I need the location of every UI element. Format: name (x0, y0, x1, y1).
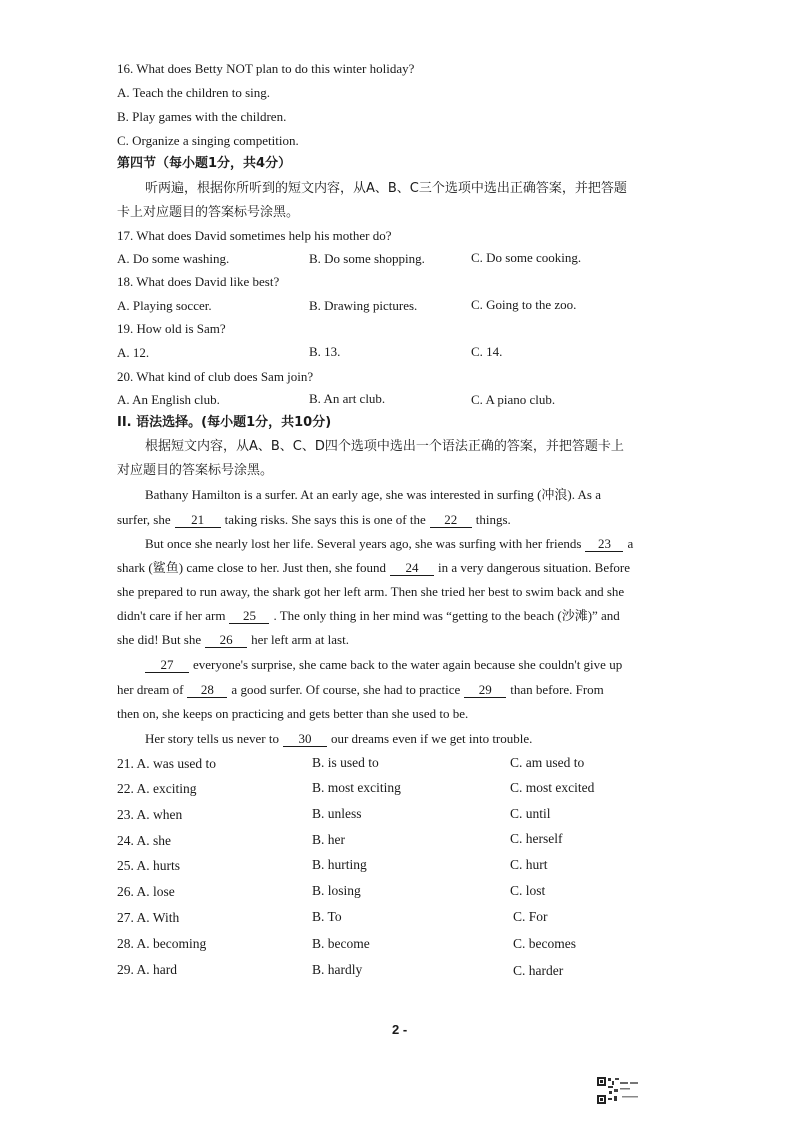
passage-text: things. (475, 512, 511, 527)
section4-title: 第四节（每小题1分，共4分） (117, 156, 292, 171)
blank-23: 23 (585, 537, 623, 552)
option-24-a: 24. A. she (117, 833, 171, 848)
q18-option-a: A. Playing soccer. (117, 298, 212, 313)
passage-text: in a very dangerous situation. Before (437, 560, 631, 575)
blank-27: 27 (145, 658, 189, 673)
q19-stem: 19. How old is Sam? (117, 321, 226, 336)
q16-option-c: C. Organize a singing competition. (117, 133, 299, 148)
option-22-a: 22. A. exciting (117, 781, 197, 796)
option-27-c: C. For (513, 909, 548, 924)
section4-instruction-line2: 卡上对应题目的答案标号涂黑。 (117, 205, 300, 220)
option-24-c: C. herself (510, 831, 563, 846)
option-21-c: C. am used to (510, 755, 585, 770)
passage-p1-line2 (117, 511, 511, 529)
q17-option-a: A. Do some washing. (117, 251, 230, 266)
q18-option-c: C. Going to the zoo. (471, 297, 577, 312)
q17-option-c: C. Do some cooking. (471, 250, 582, 265)
q16-stem: 16. What does Betty NOT plan to do this winter holiday? (117, 61, 415, 76)
option-22-c: C. most excited (510, 780, 595, 795)
q20-option-a: A. An English club. (117, 392, 220, 407)
option-29-b: B. hardly (312, 962, 363, 977)
option-25-b: B. hurting (312, 857, 367, 872)
passage-p3-line1 (141, 656, 622, 674)
passage-text: shark (鲨鱼) came close to her. Just then, she found (117, 560, 386, 575)
option-27-b: B. To (312, 909, 342, 924)
blank-24: 24 (390, 561, 434, 576)
passage-p2-line1 (145, 535, 633, 553)
passage-text: Her story tells us never to (145, 731, 279, 746)
passage-text: a good surfer. Of course, she had to practice (231, 682, 461, 697)
passage-text: a (627, 536, 634, 551)
passage-text: she did! But she (117, 632, 202, 647)
option-25-a: 25. A. hurts (117, 858, 181, 873)
blank-28: 28 (187, 683, 227, 698)
qr-code-icon (596, 1076, 642, 1106)
q20-option-b: B. An art club. (309, 391, 386, 406)
passage-p1-line1: Bathany Hamilton is a surfer. At an early age, she was interested in surfing (冲浪). As a (145, 487, 601, 502)
passage-text: than before. From (510, 682, 604, 697)
option-24-b: B. her (312, 832, 345, 847)
option-23-a: 23. A. when (117, 807, 183, 822)
grammar-instruction-line2: 对应题目的答案标号涂黑。 (117, 463, 274, 478)
q16-option-b: B. Play games with the children. (117, 109, 287, 124)
q19-option-a: A. 12. (117, 345, 150, 360)
blank-25: 25 (229, 609, 269, 624)
grammar-instruction-line1: 根据短文内容，从A、B、C、D四个选项中选出一个语法正确的答案，并把答题卡上 (145, 439, 624, 454)
option-26-c: C. lost (510, 883, 546, 898)
option-26-a: 26. A. lose (117, 884, 175, 899)
option-21-a: 21. A. was used to (117, 756, 216, 771)
q20-option-c: C. A piano club. (471, 392, 556, 407)
passage-text: taking risks. She says this is one of the (224, 512, 426, 527)
option-23-c: C. until (510, 806, 551, 821)
option-28-a: 28. A. becoming (117, 936, 207, 951)
q16-option-a: A. Teach the children to sing. (117, 85, 271, 100)
passage-text: surfer, she (117, 512, 171, 527)
grammar-section-title: II. 语法选择。(每小题1分，共10分) (117, 415, 332, 430)
option-22-b: B. most exciting (312, 780, 401, 795)
blank-22: 22 (430, 513, 472, 528)
passage-text: . The only thing in her mind was “getting to the beach (沙滩)” and (273, 608, 620, 623)
passage-text: our dreams even if we get into trouble. (330, 731, 533, 746)
passage-p2-line2 (117, 559, 630, 577)
q20-stem: 20. What kind of club does Sam join? (117, 369, 314, 384)
passage-text: But once she nearly lost her life. Several years ago, she was surfing with her friends (145, 536, 582, 551)
blank-30: 30 (283, 732, 327, 747)
option-26-b: B. losing (312, 883, 361, 898)
passage-p2-line3: she prepared to run away, the shark got her left arm. Then she tried her best to swim back and she (117, 584, 625, 599)
option-29-a: 29. A. hard (117, 962, 177, 977)
option-28-b: B. become (312, 936, 370, 951)
option-29-c: C. harder (513, 963, 564, 978)
option-23-b: B. unless (312, 806, 362, 821)
passage-text: her left arm at last. (251, 632, 349, 647)
passage-text: her dream of (117, 682, 184, 697)
blank-29: 29 (464, 683, 506, 698)
option-25-c: C. hurt (510, 857, 548, 872)
passage-p2-line5 (117, 631, 349, 649)
q19-option-c: C. 14. (471, 344, 503, 359)
passage-p3-line3: then on, she keeps on practicing and gets better than she used to be. (117, 706, 469, 721)
q17-option-b: B. Do some shopping. (309, 251, 425, 266)
q19-option-b: B. 13. (309, 344, 341, 359)
option-28-c: C. becomes (513, 936, 576, 951)
passage-p3-line2 (117, 681, 604, 699)
blank-26: 26 (205, 633, 247, 648)
passage-p2-line4 (117, 607, 620, 625)
passage-p4-line1 (145, 730, 532, 748)
option-27-a: 27. A. With (117, 910, 180, 925)
q18-option-b: B. Drawing pictures. (309, 298, 418, 313)
page-number: 2 - (392, 1022, 408, 1037)
blank-21: 21 (175, 513, 221, 528)
option-21-b: B. is used to (312, 755, 379, 770)
passage-text: didn't care if her arm (117, 608, 226, 623)
q17-stem: 17. What does David sometimes help his mother do? (117, 228, 392, 243)
passage-text: everyone's surprise, she came back to the water again because she couldn't give up (193, 657, 623, 672)
q18-stem: 18. What does David like best? (117, 274, 280, 289)
section4-instruction-line1: 听两遍，根据你所听到的短文内容，从A、B、C三个选项中选出正确答案，并把答题 (145, 181, 627, 196)
